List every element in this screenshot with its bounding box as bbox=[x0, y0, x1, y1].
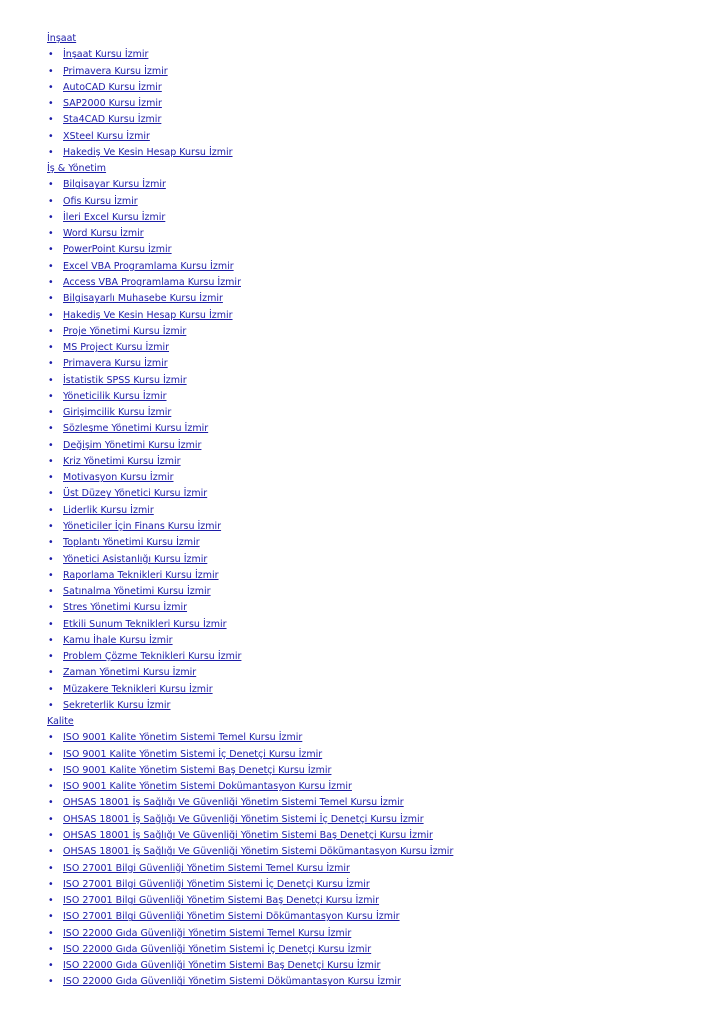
bullet-icon: • bbox=[48, 504, 54, 516]
bullet-icon: • bbox=[48, 179, 54, 191]
bullet-icon: • bbox=[48, 114, 54, 126]
bullet-icon: • bbox=[48, 325, 54, 337]
bullet-icon: • bbox=[48, 862, 54, 874]
course-link[interactable]: Ofis Kursu İzmir bbox=[63, 195, 138, 207]
course-link[interactable]: Kamu İhale Kursu İzmir bbox=[63, 634, 173, 646]
course-list-page bbox=[47, 31, 707, 991]
bullet-icon: • bbox=[48, 390, 54, 402]
course-link[interactable]: ISO 9001 Kalite Yönetim Sistemi İç Denetçi Kursu İzmir bbox=[63, 748, 323, 760]
list-item bbox=[47, 861, 707, 877]
course-list bbox=[47, 47, 707, 161]
course-link[interactable]: Word Kursu İzmir bbox=[63, 228, 144, 240]
bullet-icon: • bbox=[48, 520, 54, 532]
course-link[interactable]: Satınalma Yönetimi Kursu İzmir bbox=[63, 586, 211, 598]
list-item bbox=[47, 584, 707, 600]
bullet-icon: • bbox=[48, 374, 54, 386]
list-item bbox=[47, 129, 707, 145]
course-link[interactable]: Sekreterlik Kursu İzmir bbox=[63, 699, 171, 711]
list-item bbox=[47, 486, 707, 502]
list-item bbox=[47, 324, 707, 340]
section-heading[interactable]: Kalite bbox=[47, 716, 74, 728]
bullet-icon: • bbox=[48, 293, 54, 305]
bullet-icon: • bbox=[48, 586, 54, 598]
course-link[interactable]: ISO 27001 Bilgi Güvenliği Yönetim Sistemi Temel Kursu İzmir bbox=[63, 862, 350, 874]
bullet-icon: • bbox=[48, 911, 54, 923]
course-link[interactable]: Müzakere Teknikleri Kursu İzmir bbox=[63, 683, 213, 695]
course-link[interactable]: ISO 9001 Kalite Yönetim Sistemi Dokümantasyon Kursu İzmir bbox=[63, 781, 352, 793]
list-item bbox=[47, 145, 707, 161]
bullet-icon: • bbox=[48, 455, 54, 467]
course-link[interactable]: ISO 22000 Gıda Güvenliği Yönetim Sistemi Dökümantasyon Kursu İzmir bbox=[63, 976, 401, 988]
list-item bbox=[47, 926, 707, 942]
section-insaat bbox=[47, 31, 707, 161]
bullet-icon: • bbox=[48, 634, 54, 646]
course-link[interactable]: SAP2000 Kursu İzmir bbox=[63, 98, 162, 110]
list-item bbox=[47, 47, 707, 63]
list-item bbox=[47, 421, 707, 437]
list-item bbox=[47, 633, 707, 649]
bullet-icon: • bbox=[48, 830, 54, 842]
list-item bbox=[47, 974, 707, 990]
course-link[interactable]: ISO 22000 Gıda Güvenliği Yönetim Sistemi İç Denetçi Kursu İzmir bbox=[63, 943, 372, 955]
course-link[interactable]: Yöneticilik Kursu İzmir bbox=[63, 390, 167, 402]
bullet-icon: • bbox=[48, 130, 54, 142]
course-link[interactable]: Hakediş Ve Kesin Hesap Kursu İzmir bbox=[63, 309, 233, 321]
course-link[interactable]: İstatistik SPSS Kursu İzmir bbox=[63, 374, 187, 386]
bullet-icon: • bbox=[48, 781, 54, 793]
list-item bbox=[47, 812, 707, 828]
course-link[interactable]: AutoCAD Kursu İzmir bbox=[63, 81, 162, 93]
list-item bbox=[47, 308, 707, 324]
course-link[interactable]: Sözleşme Yönetimi Kursu İzmir bbox=[63, 423, 209, 435]
course-link[interactable]: Primavera Kursu İzmir bbox=[63, 65, 168, 77]
course-link[interactable]: Toplantı Yönetimi Kursu İzmir bbox=[63, 537, 200, 549]
list-item bbox=[47, 177, 707, 193]
list-item bbox=[47, 828, 707, 844]
bullet-icon: • bbox=[48, 976, 54, 988]
bullet-icon: • bbox=[48, 878, 54, 890]
list-item bbox=[47, 405, 707, 421]
list-item bbox=[47, 763, 707, 779]
list-item bbox=[47, 600, 707, 616]
course-link[interactable]: PowerPoint Kursu İzmir bbox=[63, 244, 172, 256]
bullet-icon: • bbox=[48, 65, 54, 77]
list-item bbox=[47, 112, 707, 128]
course-link[interactable]: İnşaat Kursu İzmir bbox=[63, 49, 149, 61]
list-item bbox=[47, 356, 707, 372]
course-link[interactable]: Liderlik Kursu İzmir bbox=[63, 504, 154, 516]
list-item bbox=[47, 275, 707, 291]
course-link[interactable]: Yöneticiler İçin Finans Kursu İzmir bbox=[63, 520, 222, 532]
list-item bbox=[47, 617, 707, 633]
list-item bbox=[47, 226, 707, 242]
course-link[interactable]: OHSAS 18001 İş Sağlığı Ve Güvenliği Yönetim Sistemi İç Denetçi Kursu İzmir bbox=[63, 813, 424, 825]
bullet-icon: • bbox=[48, 960, 54, 972]
course-link[interactable]: ISO 27001 Bilgi Güvenliği Yönetim Sistemi İç Denetçi Kursu İzmir bbox=[63, 878, 370, 890]
bullet-icon: • bbox=[48, 651, 54, 663]
list-item bbox=[47, 747, 707, 763]
course-link[interactable]: Hakediş Ve Kesin Hesap Kursu İzmir bbox=[63, 146, 233, 158]
course-link[interactable]: Problem Çözme Teknikleri Kursu İzmir bbox=[63, 651, 242, 663]
list-item bbox=[47, 259, 707, 275]
bullet-icon: • bbox=[48, 895, 54, 907]
course-list bbox=[47, 730, 707, 990]
bullet-icon: • bbox=[48, 423, 54, 435]
course-link[interactable]: Kriz Yönetimi Kursu İzmir bbox=[63, 455, 181, 467]
bullet-icon: • bbox=[48, 49, 54, 61]
course-link[interactable]: ISO 22000 Gıda Güvenliği Yönetim Sistemi Temel Kursu İzmir bbox=[63, 927, 352, 939]
list-item bbox=[47, 552, 707, 568]
list-item bbox=[47, 877, 707, 893]
course-link[interactable]: XSteel Kursu İzmir bbox=[63, 130, 150, 142]
bullet-icon: • bbox=[48, 797, 54, 809]
list-item bbox=[47, 291, 707, 307]
list-item bbox=[47, 958, 707, 974]
list-item bbox=[47, 96, 707, 112]
bullet-icon: • bbox=[48, 732, 54, 744]
list-item bbox=[47, 779, 707, 795]
course-link[interactable]: Değişim Yönetimi Kursu İzmir bbox=[63, 439, 202, 451]
course-link[interactable]: Üst Düzey Yönetici Kursu İzmir bbox=[63, 488, 208, 500]
bullet-icon: • bbox=[48, 748, 54, 760]
section-heading[interactable]: İş & Yönetim bbox=[47, 163, 107, 175]
bullet-icon: • bbox=[48, 602, 54, 614]
section-heading[interactable]: İnşaat bbox=[47, 33, 77, 44]
list-item bbox=[47, 389, 707, 405]
section-is-yonetim bbox=[47, 161, 707, 714]
list-item bbox=[47, 64, 707, 80]
bullet-icon: • bbox=[48, 195, 54, 207]
bullet-icon: • bbox=[48, 764, 54, 776]
course-link[interactable]: OHSAS 18001 İş Sağlığı Ve Güvenliği Yönetim Sistemi Temel Kursu İzmir bbox=[63, 797, 404, 809]
course-link[interactable]: Proje Yönetimi Kursu İzmir bbox=[63, 325, 187, 337]
bullet-icon: • bbox=[48, 699, 54, 711]
course-link[interactable]: ISO 9001 Kalite Yönetim Sistemi Temel Kursu İzmir bbox=[63, 732, 303, 744]
course-link[interactable]: Girişimcilik Kursu İzmir bbox=[63, 407, 172, 419]
bullet-icon: • bbox=[48, 472, 54, 484]
list-item bbox=[47, 942, 707, 958]
course-link[interactable]: ISO 27001 Bilgi Güvenliği Yönetim Sistemi Baş Denetçi Kursu İzmir bbox=[63, 895, 380, 907]
bullet-icon: • bbox=[48, 81, 54, 93]
course-link[interactable]: Bilgisayar Kursu İzmir bbox=[63, 179, 166, 191]
course-link[interactable]: Primavera Kursu İzmir bbox=[63, 358, 168, 370]
list-item bbox=[47, 730, 707, 746]
course-link[interactable]: MS Project Kursu İzmir bbox=[63, 342, 170, 354]
course-link[interactable]: Yönetici Asistanlığı Kursu İzmir bbox=[63, 553, 208, 565]
bullet-icon: • bbox=[48, 146, 54, 158]
list-item bbox=[47, 470, 707, 486]
course-link[interactable]: Zaman Yönetimi Kursu İzmir bbox=[63, 667, 197, 679]
list-item bbox=[47, 535, 707, 551]
course-link[interactable]: Excel VBA Programlama Kursu İzmir bbox=[63, 260, 234, 272]
course-link[interactable]: ISO 27001 Bilgi Güvenliği Yönetim Sistemi Dökümantasyon Kursu İzmir bbox=[63, 911, 400, 923]
bullet-icon: • bbox=[48, 846, 54, 858]
course-link[interactable]: ISO 22000 Gıda Güvenliği Yönetim Sistemi Baş Denetçi Kursu İzmir bbox=[63, 960, 381, 972]
course-link[interactable]: Raporlama Teknikleri Kursu İzmir bbox=[63, 569, 219, 581]
list-item bbox=[47, 698, 707, 714]
list-item bbox=[47, 795, 707, 811]
list-item bbox=[47, 682, 707, 698]
list-item bbox=[47, 665, 707, 681]
bullet-icon: • bbox=[48, 667, 54, 679]
list-item bbox=[47, 844, 707, 860]
bullet-icon: • bbox=[48, 813, 54, 825]
list-item bbox=[47, 503, 707, 519]
list-item bbox=[47, 210, 707, 226]
bullet-icon: • bbox=[48, 228, 54, 240]
bullet-icon: • bbox=[48, 244, 54, 256]
bullet-icon: • bbox=[48, 98, 54, 110]
course-link[interactable]: OHSAS 18001 İş Sağlığı Ve Güvenliği Yönetim Sistemi Baş Denetçi Kursu İzmir bbox=[63, 830, 433, 842]
list-item bbox=[47, 194, 707, 210]
list-item bbox=[47, 340, 707, 356]
list-item bbox=[47, 438, 707, 454]
course-link[interactable]: Motivasyon Kursu İzmir bbox=[63, 472, 174, 484]
list-item bbox=[47, 519, 707, 535]
bullet-icon: • bbox=[48, 569, 54, 581]
list-item bbox=[47, 454, 707, 470]
bullet-icon: • bbox=[48, 211, 54, 223]
list-item bbox=[47, 80, 707, 96]
list-item bbox=[47, 242, 707, 258]
bullet-icon: • bbox=[48, 309, 54, 321]
list-item bbox=[47, 568, 707, 584]
course-link[interactable]: Sta4CAD Kursu İzmir bbox=[63, 114, 162, 126]
list-item bbox=[47, 909, 707, 925]
list-item bbox=[47, 649, 707, 665]
bullet-icon: • bbox=[48, 618, 54, 630]
course-link[interactable]: Access VBA Programlama Kursu İzmir bbox=[63, 276, 241, 288]
bullet-icon: • bbox=[48, 927, 54, 939]
bullet-icon: • bbox=[48, 358, 54, 370]
course-link[interactable]: Bilgisayarlı Muhasebe Kursu İzmir bbox=[63, 293, 223, 305]
list-item bbox=[47, 893, 707, 909]
course-link[interactable]: OHSAS 18001 İş Sağlığı Ve Güvenliği Yönetim Sistemi Dökümantasyon Kursu İzmir bbox=[63, 846, 454, 858]
course-list bbox=[47, 177, 707, 714]
bullet-icon: • bbox=[48, 276, 54, 288]
bullet-icon: • bbox=[48, 260, 54, 272]
bullet-icon: • bbox=[48, 537, 54, 549]
bullet-icon: • bbox=[48, 683, 54, 695]
bullet-icon: • bbox=[48, 439, 54, 451]
course-link[interactable]: Stres Yönetimi Kursu İzmir bbox=[63, 602, 188, 614]
bullet-icon: • bbox=[48, 407, 54, 419]
bullet-icon: • bbox=[48, 553, 54, 565]
list-item bbox=[47, 373, 707, 389]
section-kalite bbox=[47, 714, 707, 991]
bullet-icon: • bbox=[48, 488, 54, 500]
bullet-icon: • bbox=[48, 943, 54, 955]
course-link[interactable]: ISO 9001 Kalite Yönetim Sistemi Baş Denetçi Kursu İzmir bbox=[63, 764, 332, 776]
course-link[interactable]: Etkili Sunum Teknikleri Kursu İzmir bbox=[63, 618, 227, 630]
course-link[interactable]: İleri Excel Kursu İzmir bbox=[63, 211, 166, 223]
bullet-icon: • bbox=[48, 342, 54, 354]
